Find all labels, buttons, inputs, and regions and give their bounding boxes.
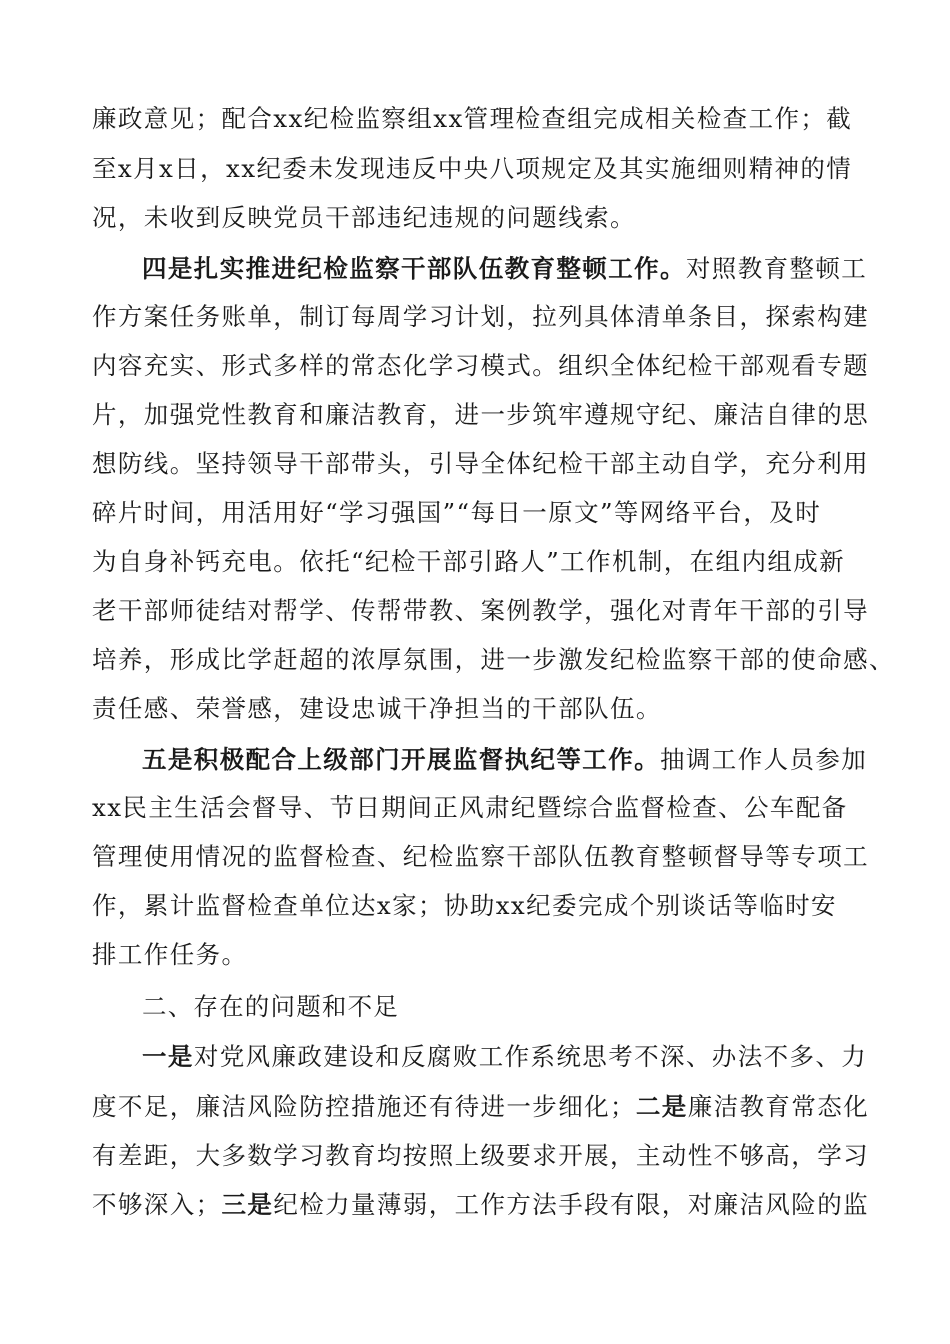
- text-line: [92, 692, 950, 726]
- body-text: 对照教育整顿工: [685, 254, 868, 283]
- text-line: [92, 1188, 950, 1222]
- text-line: [92, 201, 950, 235]
- text-line: [92, 840, 950, 874]
- text-line: [92, 889, 950, 923]
- text-line: [92, 102, 950, 136]
- text-line: [92, 349, 950, 383]
- text-line: [142, 1040, 950, 1074]
- body-text: 碎片时间，用活用好“学习强国”“每日一原文”等网络平台，及时: [92, 498, 822, 527]
- body-text: 培养，形成比学赶超的浓厚氛围，进一步激发纪检监察干部的使命感、: [92, 645, 895, 674]
- body-text: 二、存在的问题和不足: [142, 992, 399, 1021]
- bold-lead-text: 四是扎实推进纪检监察干部队伍教育整顿工作。: [142, 254, 686, 283]
- body-text: 廉洁教育常态化: [687, 1092, 870, 1121]
- text-line: [92, 643, 950, 677]
- body-text: 作方案任务账单，制订每周学习计划，拉列具体清单条目，探索构建: [92, 302, 869, 331]
- body-text: 况，未收到反映党员干部违纪违规的问题线索。: [92, 203, 636, 232]
- body-text: 老干部师徒结对帮学、传帮带教、案例教学，强化对青年干部的引导: [92, 596, 869, 625]
- body-text: 想防线。坚持领导干部带头，引导全体纪检干部主动自学，充分利用: [92, 449, 869, 478]
- body-text: xx民主生活会督导、节日期间正风肃纪暨综合监督检查、公车配备: [92, 793, 848, 822]
- body-text: 排工作任务。: [92, 940, 248, 969]
- text-line: [92, 594, 950, 628]
- body-text: 纪检力量薄弱，工作方法手段有限，对廉洁风险的监: [273, 1190, 870, 1219]
- text-line: [142, 743, 950, 777]
- body-text: 作，累计监督检查单位达x家；协助xx纪委完成个别谈话等临时安: [92, 891, 837, 920]
- section-heading: [142, 990, 950, 1024]
- text-line: [92, 545, 950, 579]
- bold-lead-text: 一是: [142, 1042, 194, 1071]
- text-line: [92, 398, 950, 432]
- body-text: 对党风廉政建设和反腐败工作系统思考不深、办法不多、力: [193, 1042, 868, 1071]
- text-line: [92, 1139, 950, 1173]
- text-line: [92, 300, 950, 334]
- body-text: 责任感、荣誉感，建设忠诚干净担当的干部队伍。: [92, 694, 662, 723]
- text-line: [92, 447, 950, 481]
- body-text: 有差距，大多数学习教育均按照上级要求开展，主动性不够高，学习: [92, 1141, 869, 1170]
- bold-lead-text: 五是积极配合上级部门开展监督执纪等工作。: [142, 745, 660, 774]
- body-text: 不够深入；: [92, 1190, 222, 1219]
- text-line: [92, 152, 950, 186]
- body-text: 为自身补钙充电。依托“纪检干部引路人”工作机制，在组内组成新: [92, 547, 846, 576]
- bold-lead-text: 三是: [221, 1190, 274, 1219]
- text-line: [92, 496, 950, 530]
- text-line: [92, 791, 950, 825]
- body-text: 内容充实、形式多样的常态化学习模式。组织全体纪检干部观看专题: [92, 351, 869, 380]
- body-text: 廉政意见；配合xx纪检监察组xx管理检查组完成相关检查工作；截: [92, 104, 853, 133]
- body-text: 片，加强党性教育和廉洁教育，进一步筑牢遵规守纪、廉洁自律的思: [92, 400, 869, 429]
- body-text: 抽调工作人员参加: [660, 745, 868, 774]
- body-text: 度不足，廉洁风险防控措施还有待进一步细化；: [92, 1092, 636, 1121]
- text-line: [142, 252, 950, 286]
- text-line: [92, 1090, 950, 1124]
- text-line: [92, 938, 950, 972]
- body-text: 管理使用情况的监督检查、纪检监察干部队伍教育整顿督导等专项工: [92, 842, 869, 871]
- bold-lead-text: 二是: [635, 1092, 688, 1121]
- body-text: 至x月x日，xx纪委未发现违反中央八项规定及其实施细则精神的情: [92, 154, 853, 183]
